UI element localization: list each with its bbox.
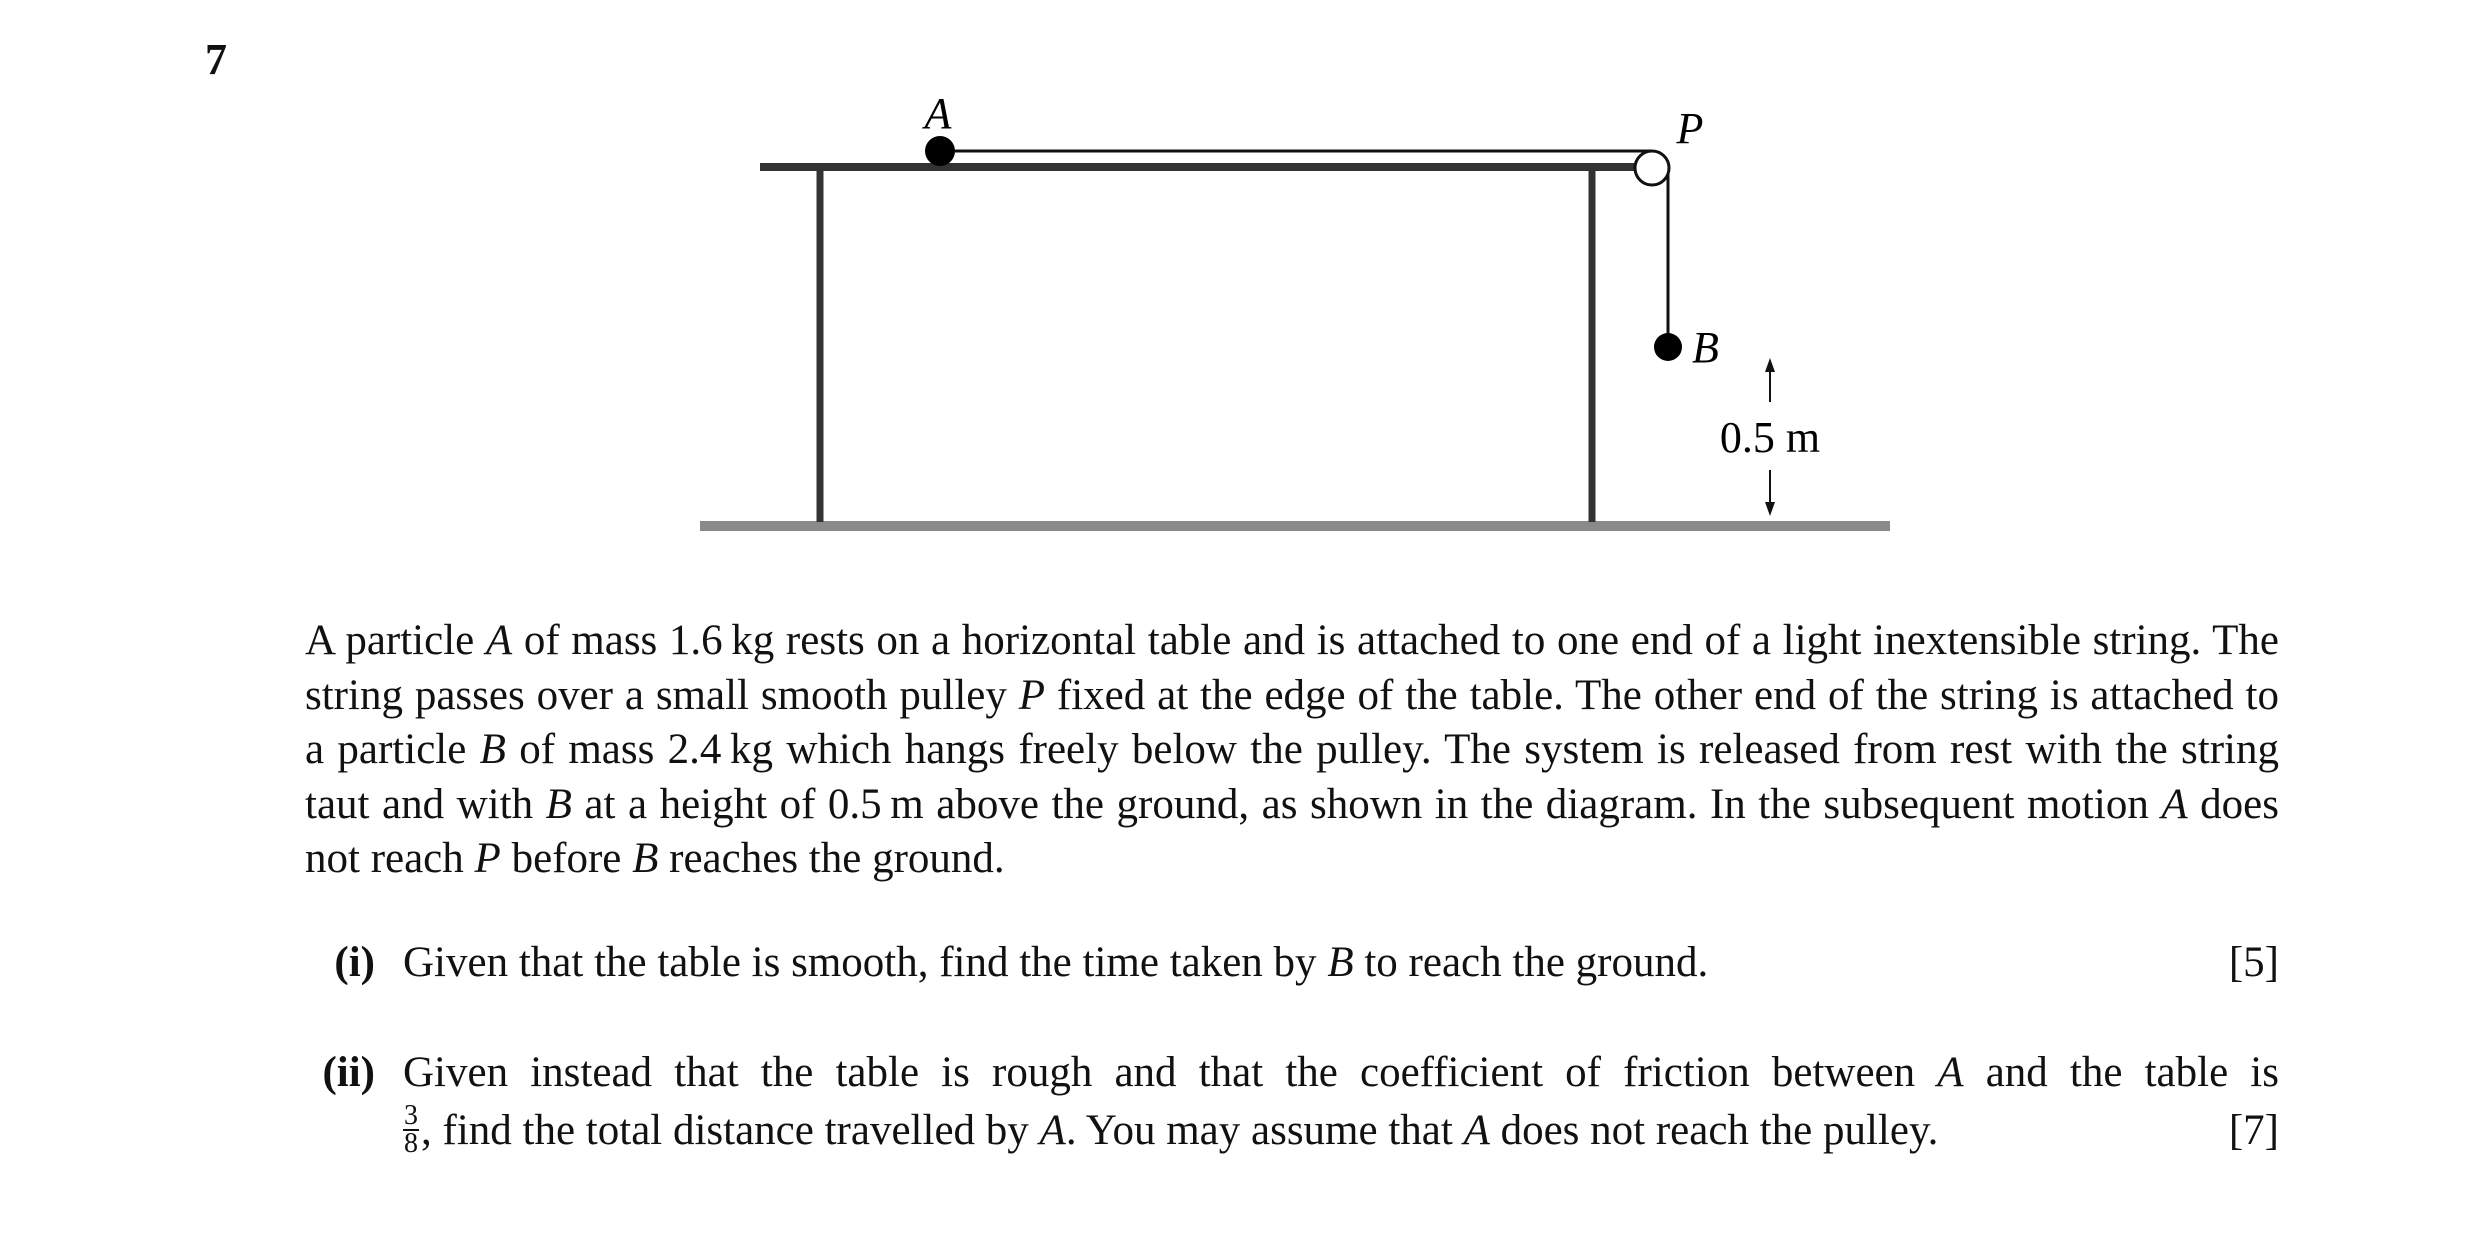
table-pulley-diagram (0, 0, 2480, 600)
friction-fraction: $\frac{3}{8}$ (404, 1100, 418, 1160)
part-ii-line-1: Given instead that the table is rough and that the coefficient of friction between A and the table is (403, 1049, 2279, 1096)
height-arrow-up-head (1765, 358, 1775, 372)
height-arrow-down-head (1765, 502, 1775, 516)
part-i-marks: [5] (2228, 939, 2279, 986)
part-ii-marks: [7] (2228, 1107, 2279, 1154)
stem-paragraph: A particle A of mass 1.6 kg rests on a horizontal table and is attached to one end of a light inextensible string. The string passes over a small smooth pulley P fixed at the edge of the table. The other end of the string is attached to a particle B of mass 2.4 kg which hangs freely below the pulley. The system is released from rest with the string taut and with B at a height of 0.5 m above the ground, as shown in the diagram. In the subsequent motion A does not reach P before B reaches the ground. (305, 617, 2279, 882)
part-ii-body (403, 1046, 2279, 1161)
part-ii-label: (ii) (322, 1049, 375, 1096)
label-p: P (1676, 104, 1704, 153)
pulley-p (1635, 151, 1669, 185)
particle-a (925, 136, 955, 166)
part-i-text: Given that the table is smooth, find the time taken by B to reach the ground. (403, 939, 1709, 986)
label-a: A (924, 89, 952, 138)
question-stem (305, 614, 2279, 887)
question-number: 7 (205, 35, 227, 84)
part-i-body (403, 936, 2279, 990)
part-ii-line-2: $\frac{3}{8}$ , find the total distance travelled by A. You may assume that A does not reach the pulley. [7] (404, 1100, 2279, 1160)
label-height: 0.5 m (1719, 413, 1821, 462)
label-b: B (1692, 323, 1719, 372)
particle-b (1654, 333, 1682, 361)
part-i-label: (i) (334, 939, 375, 986)
